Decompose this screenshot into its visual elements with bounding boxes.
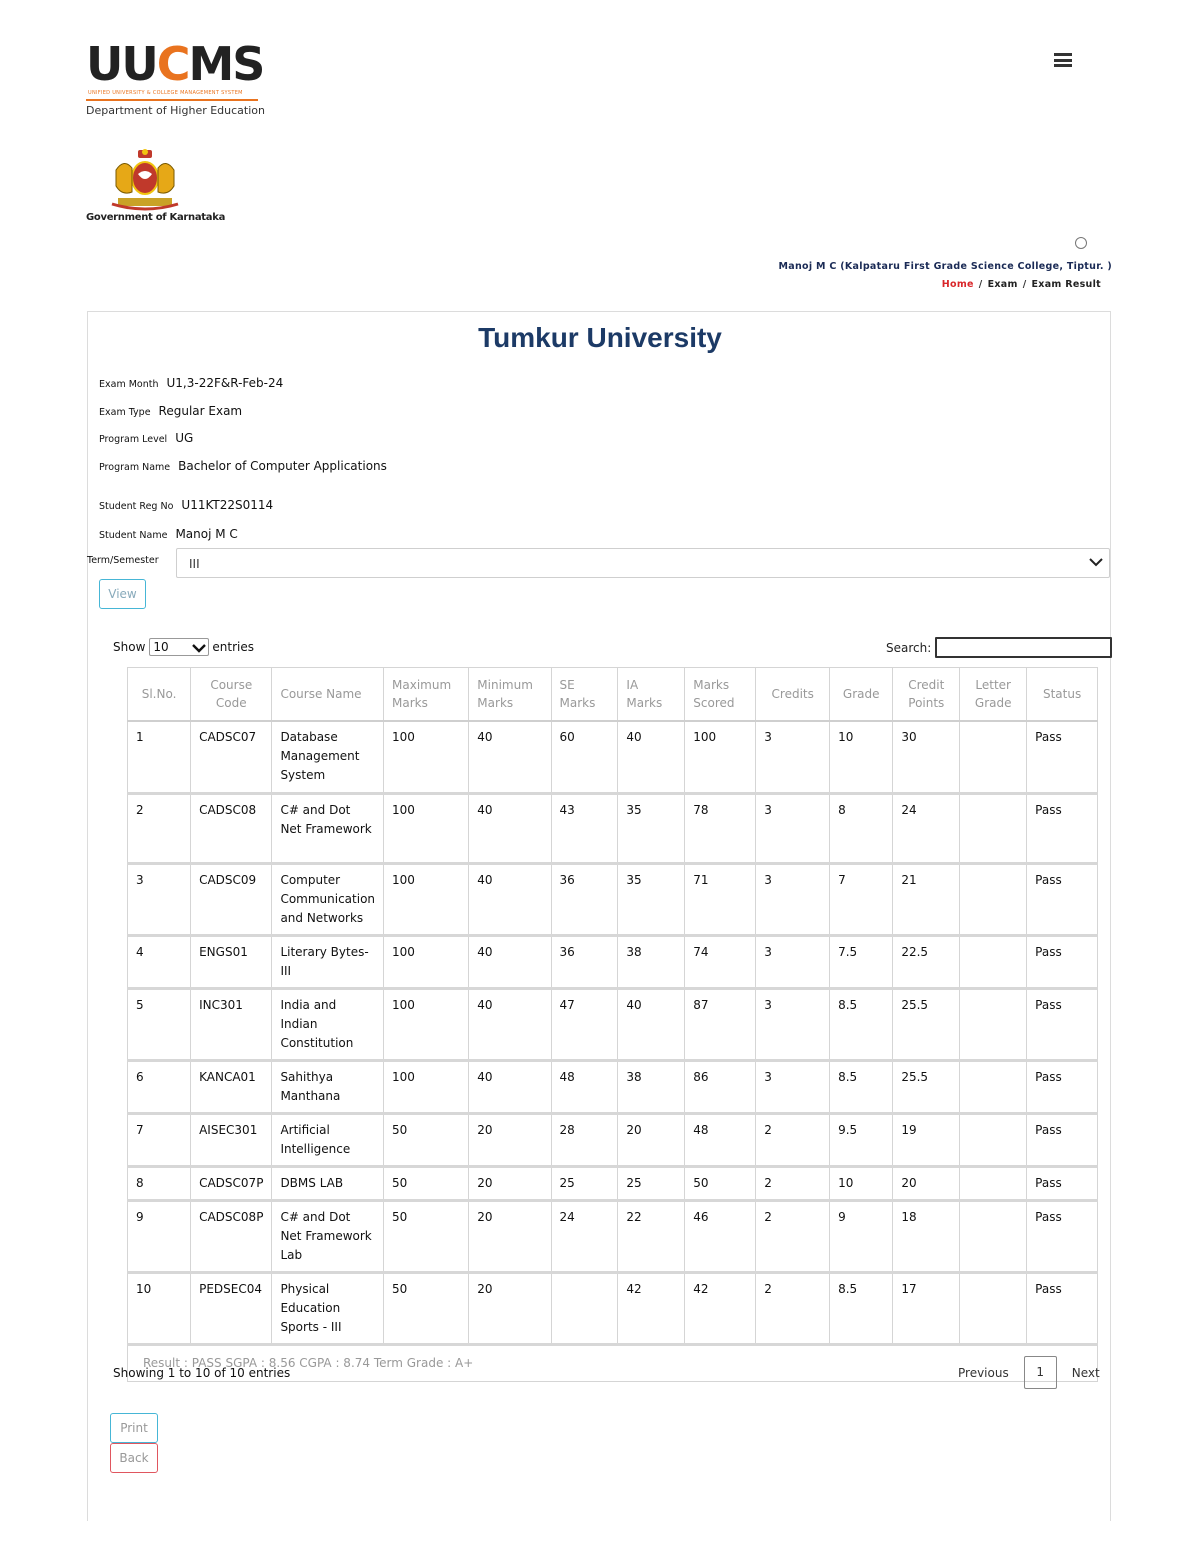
table-cell: Computer Communication and Networks xyxy=(272,863,384,935)
term-label: Term/Semester xyxy=(87,555,159,566)
table-cell: ENGS01 xyxy=(191,935,272,988)
print-button[interactable]: Print xyxy=(110,1413,158,1443)
table-cell: 20 xyxy=(618,1113,685,1166)
table-cell: 8.5 xyxy=(830,1060,893,1113)
results-table xyxy=(127,667,1098,1382)
table-cell: KANCA01 xyxy=(191,1060,272,1113)
table-cell: 18 xyxy=(893,1200,960,1272)
table-cell xyxy=(960,988,1027,1060)
table-cell: Physical Education Sports - III xyxy=(272,1272,384,1344)
program-level-row: Program Level UG xyxy=(99,431,194,445)
table-cell: CADSC08 xyxy=(191,793,272,863)
table-row xyxy=(128,988,1098,1060)
pagination xyxy=(958,1356,1100,1389)
table-cell: 47 xyxy=(551,988,618,1060)
table-cell: Pass xyxy=(1027,1060,1098,1113)
table-cell: 19 xyxy=(893,1113,960,1166)
table-cell xyxy=(960,1166,1027,1200)
table-cell: Pass xyxy=(1027,1166,1098,1200)
table-row xyxy=(128,1113,1098,1166)
table-cell: 50 xyxy=(384,1200,469,1272)
header-cell[interactable]: SE Marks xyxy=(551,668,618,722)
table-cell: 7 xyxy=(128,1113,191,1166)
table-cell xyxy=(551,1272,618,1344)
breadcrumb-exam[interactable]: Exam xyxy=(987,279,1018,290)
table-row xyxy=(128,721,1098,793)
header-cell[interactable]: Minimum Marks xyxy=(469,668,551,722)
table-cell: DBMS LAB xyxy=(272,1166,384,1200)
header-cell[interactable]: Status xyxy=(1027,668,1098,722)
entries-select[interactable]: 10 xyxy=(149,638,209,656)
page-1-button[interactable]: 1 xyxy=(1024,1356,1057,1389)
table-cell xyxy=(960,721,1027,793)
table-cell: Sahithya Manthana xyxy=(272,1060,384,1113)
table-cell: 22.5 xyxy=(893,935,960,988)
table-cell: 24 xyxy=(893,793,960,863)
table-cell: 3 xyxy=(756,793,830,863)
table-cell: Pass xyxy=(1027,1200,1098,1272)
table-cell: 100 xyxy=(384,988,469,1060)
table-cell: 50 xyxy=(384,1166,469,1200)
table-cell xyxy=(960,863,1027,935)
table-cell: 50 xyxy=(384,1272,469,1344)
karnataka-emblem-icon xyxy=(108,148,182,212)
table-cell: 86 xyxy=(685,1060,756,1113)
table-cell: 7.5 xyxy=(830,935,893,988)
table-cell: Literary Bytes- III xyxy=(272,935,384,988)
table-cell: 25.5 xyxy=(893,988,960,1060)
student-name-row: Student Name Manoj M C xyxy=(99,527,238,541)
table-cell: 5 xyxy=(128,988,191,1060)
table-cell: 40 xyxy=(469,988,551,1060)
header-cell[interactable]: Sl.No. xyxy=(128,668,191,722)
table-cell: 60 xyxy=(551,721,618,793)
logo-department: Department of Higher Education xyxy=(86,104,265,117)
uucms-logo[interactable]: UUCMS UNIFIED UNIVERSITY & COLLEGE MANAGEMENT SYSTEM Department of Higher Education xyxy=(86,37,265,117)
table-cell: 74 xyxy=(685,935,756,988)
table-row xyxy=(128,1272,1098,1344)
table-cell: 38 xyxy=(618,935,685,988)
table-cell: Pass xyxy=(1027,935,1098,988)
table-cell: CADSC08P xyxy=(191,1200,272,1272)
table-cell: Pass xyxy=(1027,863,1098,935)
university-title: Tumkur University xyxy=(478,322,722,353)
table-cell: Pass xyxy=(1027,988,1098,1060)
table-cell: 20 xyxy=(469,1113,551,1166)
table-cell: 20 xyxy=(469,1200,551,1272)
table-cell: 9 xyxy=(830,1200,893,1272)
table-cell: 48 xyxy=(685,1113,756,1166)
table-row xyxy=(128,863,1098,935)
header-cell[interactable]: Grade xyxy=(830,668,893,722)
table-cell: 3 xyxy=(756,721,830,793)
table-cell: PEDSEC04 xyxy=(191,1272,272,1344)
table-cell: 50 xyxy=(685,1166,756,1200)
table-cell: 3 xyxy=(128,863,191,935)
reg-no-row: Student Reg No U11KT22S0114 xyxy=(99,498,274,512)
table-cell: 40 xyxy=(618,721,685,793)
table-cell: 2 xyxy=(756,1113,830,1166)
table-row xyxy=(128,793,1098,863)
table-cell: CADSC09 xyxy=(191,863,272,935)
table-cell: 100 xyxy=(384,793,469,863)
breadcrumb-current: Exam Result xyxy=(1031,279,1101,290)
next-button[interactable]: Next xyxy=(1071,1365,1100,1380)
table-cell: 10 xyxy=(830,721,893,793)
table-cell: 100 xyxy=(685,721,756,793)
table-cell: 87 xyxy=(685,988,756,1060)
table-cell: 100 xyxy=(384,863,469,935)
table-cell xyxy=(960,935,1027,988)
show-entries: Show 10 entries xyxy=(113,640,254,654)
table-cell: 43 xyxy=(551,793,618,863)
table-cell: Database Management System xyxy=(272,721,384,793)
table-cell: 71 xyxy=(685,863,756,935)
table-cell: Pass xyxy=(1027,793,1098,863)
table-cell: 24 xyxy=(551,1200,618,1272)
table-cell: 25.5 xyxy=(893,1060,960,1113)
header-cell[interactable]: IA Marks xyxy=(618,668,685,722)
table-cell: 22 xyxy=(618,1200,685,1272)
table-cell: 10 xyxy=(128,1272,191,1344)
table-cell: 100 xyxy=(384,1060,469,1113)
back-button[interactable]: Back xyxy=(110,1443,158,1473)
table-cell: 20 xyxy=(469,1272,551,1344)
chevron-down-icon xyxy=(192,642,206,654)
header-cell[interactable]: Course Name xyxy=(272,668,384,722)
table-cell: 3 xyxy=(756,988,830,1060)
table-row xyxy=(128,1060,1098,1113)
header-cell[interactable]: Credit Points xyxy=(893,668,960,722)
government-label: Government of Karnataka xyxy=(86,212,226,223)
table-cell: 9 xyxy=(128,1200,191,1272)
breadcrumb: Home / Exam / Exam Result xyxy=(941,279,1101,290)
table-cell: 40 xyxy=(469,721,551,793)
view-button[interactable]: View xyxy=(99,579,146,609)
table-cell xyxy=(960,1272,1027,1344)
hamburger-menu-icon[interactable] xyxy=(1054,53,1072,67)
table-cell: 25 xyxy=(618,1166,685,1200)
entries-info: Showing 1 to 10 of 10 entries xyxy=(113,1366,291,1380)
table-cell: 17 xyxy=(893,1272,960,1344)
table-cell: 2 xyxy=(756,1166,830,1200)
exam-type-row: Exam Type Regular Exam xyxy=(99,404,243,418)
header-cell[interactable]: Maximum Marks xyxy=(384,668,469,722)
table-cell: Artificial Intelligence xyxy=(272,1113,384,1166)
search-input[interactable] xyxy=(935,637,1112,658)
table-cell: C# and Dot Net Framework xyxy=(272,793,384,863)
term-select[interactable]: III xyxy=(176,548,1110,578)
table-cell: 2 xyxy=(756,1272,830,1344)
table-cell: 40 xyxy=(618,988,685,1060)
previous-button[interactable]: Previous xyxy=(958,1365,1009,1380)
table-cell: Pass xyxy=(1027,721,1098,793)
logo-tagline: UNIFIED UNIVERSITY & COLLEGE MANAGEMENT SYSTEM xyxy=(86,88,258,101)
table-cell: AISEC301 xyxy=(191,1113,272,1166)
table-cell: Pass xyxy=(1027,1113,1098,1166)
table-cell: 46 xyxy=(685,1200,756,1272)
table-cell: 42 xyxy=(685,1272,756,1344)
table-cell: 48 xyxy=(551,1060,618,1113)
table-cell: 6 xyxy=(128,1060,191,1113)
table-cell: CADSC07 xyxy=(191,721,272,793)
table-cell: 20 xyxy=(893,1166,960,1200)
table-cell: 25 xyxy=(551,1166,618,1200)
user-name: Manoj M C (Kalpataru First Grade Science College, Tiptur. ) xyxy=(778,261,1112,272)
table-cell: 28 xyxy=(551,1113,618,1166)
table-cell: 21 xyxy=(893,863,960,935)
table-cell: 50 xyxy=(384,1113,469,1166)
table-row xyxy=(128,935,1098,988)
user-icon[interactable] xyxy=(1075,237,1087,249)
table-cell: 8 xyxy=(128,1166,191,1200)
result-summary: Result : PASS SGPA : 8.56 CGPA : 8.74 Term Grade : A+ xyxy=(128,1344,1098,1381)
table-cell: CADSC07P xyxy=(191,1166,272,1200)
table-cell: 20 xyxy=(469,1166,551,1200)
table-cell: C# and Dot Net Framework Lab xyxy=(272,1200,384,1272)
table-cell: 40 xyxy=(469,1060,551,1113)
table-cell: 38 xyxy=(618,1060,685,1113)
table-cell: 2 xyxy=(128,793,191,863)
table-cell: 36 xyxy=(551,935,618,988)
header-cell[interactable]: Marks Scored xyxy=(685,668,756,722)
table-cell: 3 xyxy=(756,1060,830,1113)
table-cell: 36 xyxy=(551,863,618,935)
program-name-row: Program Name Bachelor of Computer Applications xyxy=(99,459,387,473)
table-cell: 35 xyxy=(618,863,685,935)
table-header-row xyxy=(128,668,1098,722)
table-row xyxy=(128,1200,1098,1272)
table-cell: 4 xyxy=(128,935,191,988)
table-cell xyxy=(960,1113,1027,1166)
table-cell: 40 xyxy=(469,935,551,988)
table-row xyxy=(128,1166,1098,1200)
table-cell: 100 xyxy=(384,721,469,793)
search-box: Search: xyxy=(886,637,1112,658)
table-cell: 35 xyxy=(618,793,685,863)
table-cell: 3 xyxy=(756,935,830,988)
table-cell: 2 xyxy=(756,1200,830,1272)
table-cell: 30 xyxy=(893,721,960,793)
exam-month-row: Exam Month U1,3-22F&R-Feb-24 xyxy=(99,376,284,390)
table-cell: 8.5 xyxy=(830,1272,893,1344)
table-cell: 78 xyxy=(685,793,756,863)
table-cell xyxy=(960,1200,1027,1272)
table-cell: Pass xyxy=(1027,1272,1098,1344)
table-cell: 8 xyxy=(830,793,893,863)
table-cell: INC301 xyxy=(191,988,272,1060)
table-cell: 10 xyxy=(830,1166,893,1200)
header-cell[interactable]: Course Code xyxy=(191,668,272,722)
breadcrumb-home[interactable]: Home xyxy=(941,279,974,290)
table-cell xyxy=(960,793,1027,863)
table-cell: 40 xyxy=(469,863,551,935)
table-cell: 100 xyxy=(384,935,469,988)
table-cell: 40 xyxy=(469,793,551,863)
table-cell xyxy=(960,1060,1027,1113)
table-cell: 8.5 xyxy=(830,988,893,1060)
table-cell: 42 xyxy=(618,1272,685,1344)
table-cell: 3 xyxy=(756,863,830,935)
table-cell: 1 xyxy=(128,721,191,793)
table-cell: India and Indian Constitution xyxy=(272,988,384,1060)
table-cell: 9.5 xyxy=(830,1113,893,1166)
table-cell: 7 xyxy=(830,863,893,935)
chevron-down-icon xyxy=(1089,555,1103,569)
header-cell[interactable]: Letter Grade xyxy=(960,668,1027,722)
header-cell[interactable]: Credits xyxy=(756,668,830,722)
